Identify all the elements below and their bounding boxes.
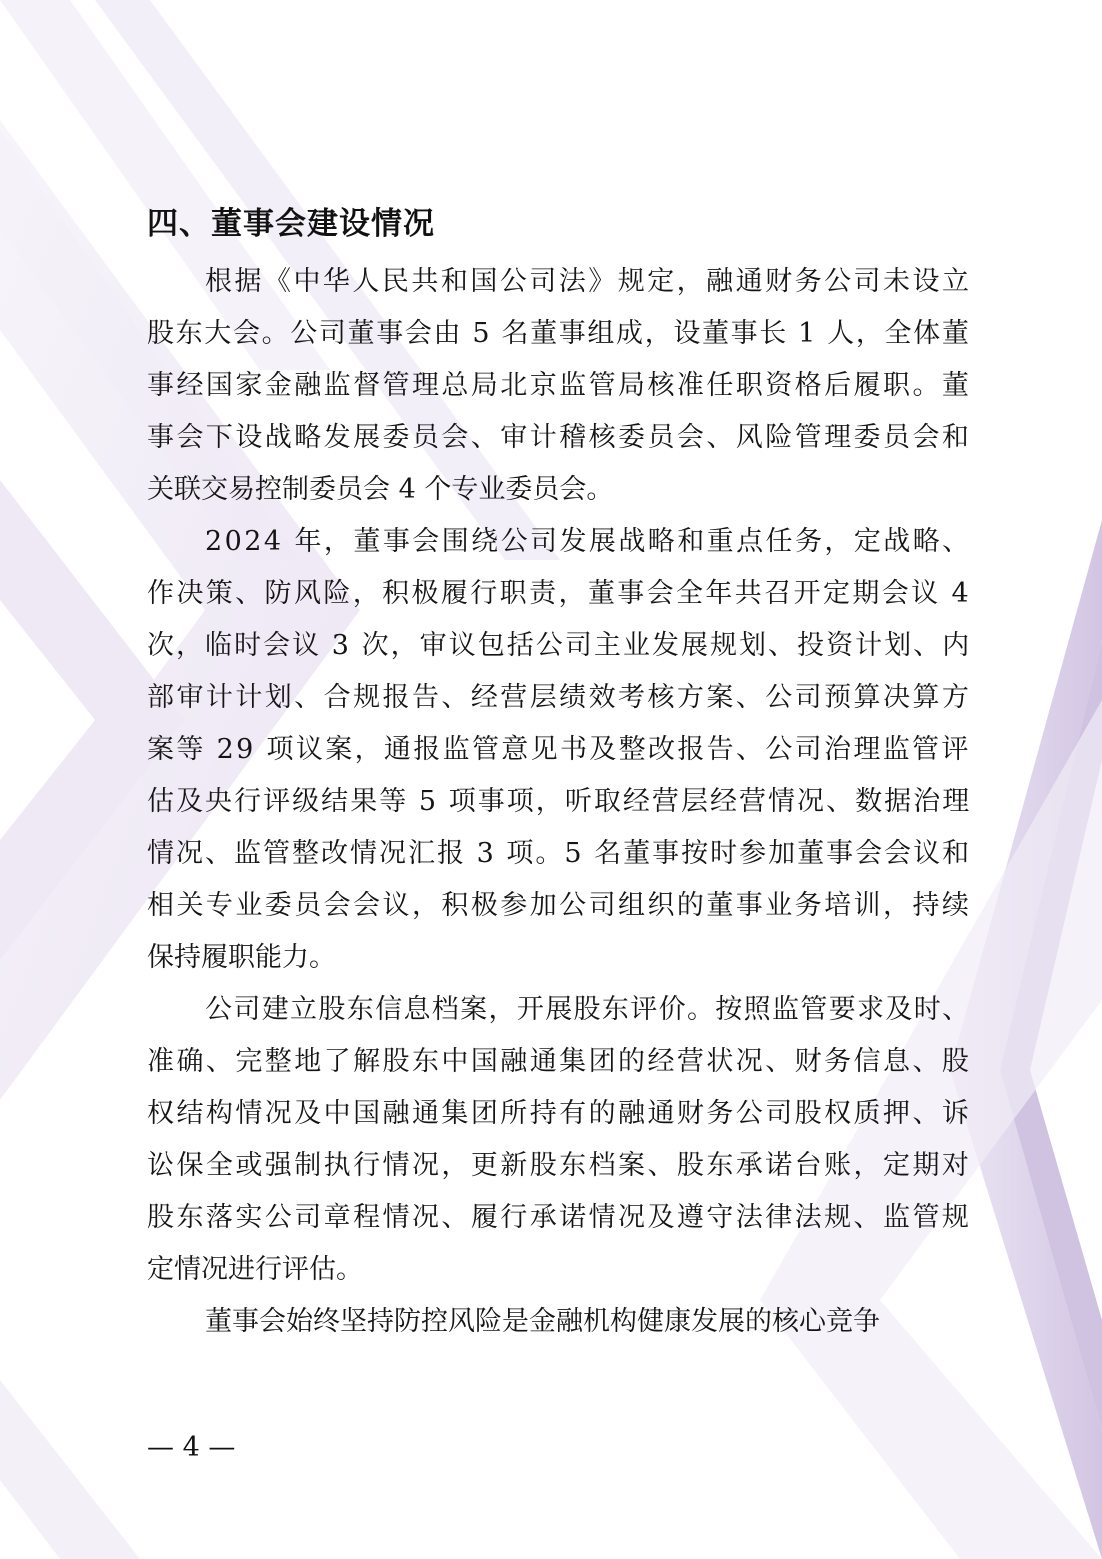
text-line: 准确、完整地了解股东中国融通集团的经营状况、财务信息、股	[147, 1046, 972, 1077]
paragraph-board-composition	[147, 256, 972, 516]
text-line: 相关专业委员会会议，积极参加公司组织的董事业务培训，持续	[147, 890, 972, 921]
text-line: 保持履职能力。	[147, 942, 336, 973]
text-line: 定情况进行评估。	[147, 1254, 363, 1285]
text-line: 估及央行评级结果等 5 项事项，听取经营层经营情况、数据治理	[147, 786, 972, 817]
text-line: 次，临时会议 3 次，审议包括公司主业发展规划、投资计划、内	[147, 630, 972, 661]
text-line: 作决策、防风险，积极履行职责，董事会全年共召开定期会议 4	[147, 578, 972, 609]
text-line: 关联交易控制委员会 4 个专业委员会。	[147, 474, 614, 505]
text-line: 讼保全或强制执行情况，更新股东档案、股东承诺台账，定期对	[147, 1150, 972, 1181]
text-line: 2024 年，董事会围绕公司发展战略和重点任务，定战略、	[205, 526, 972, 557]
text-line: 根据《中华人民共和国公司法》规定，融通财务公司未设立	[205, 266, 972, 297]
text-line: 公司建立股东信息档案，开展股东评价。按照监管要求及时、	[205, 994, 971, 1025]
text-line: 部审计计划、合规报告、经营层绩效考核方案、公司预算决算方	[147, 682, 972, 713]
text-line: 股东大会。公司董事会由 5 名董事组成，设董事长 1 人，全体董	[147, 318, 971, 349]
text-line: 事经国家金融监督管理总局北京监管局核准任职资格后履职。董	[147, 370, 972, 401]
page-number: — 4 —	[147, 1432, 236, 1463]
paragraph-shareholder-evaluation	[147, 984, 972, 1296]
text-line: 事会下设战略发展委员会、审计稽核委员会、风险管理委员会和	[147, 422, 972, 453]
text-line: 情况、监管整改情况汇报 3 项。5 名董事按时参加董事会会议和	[147, 838, 972, 869]
text-line: 董事会始终坚持防控风险是金融机构健康发展的核心竞争	[205, 1306, 880, 1337]
text-line: 案等 29 项议案，通报监管意见书及整改报告、公司治理监管评	[147, 734, 971, 765]
text-line: 股东落实公司章程情况、履行承诺情况及遵守法律法规、监管规	[147, 1202, 972, 1233]
paragraph-risk-control	[147, 1296, 969, 1348]
body-text	[147, 256, 972, 1348]
text-line: 权结构情况及中国融通集团所持有的融通财务公司股权质押、诉	[147, 1098, 972, 1129]
paragraph-board-meetings-2024	[147, 516, 972, 984]
section-heading: 四、董事会建设情况	[147, 206, 435, 242]
